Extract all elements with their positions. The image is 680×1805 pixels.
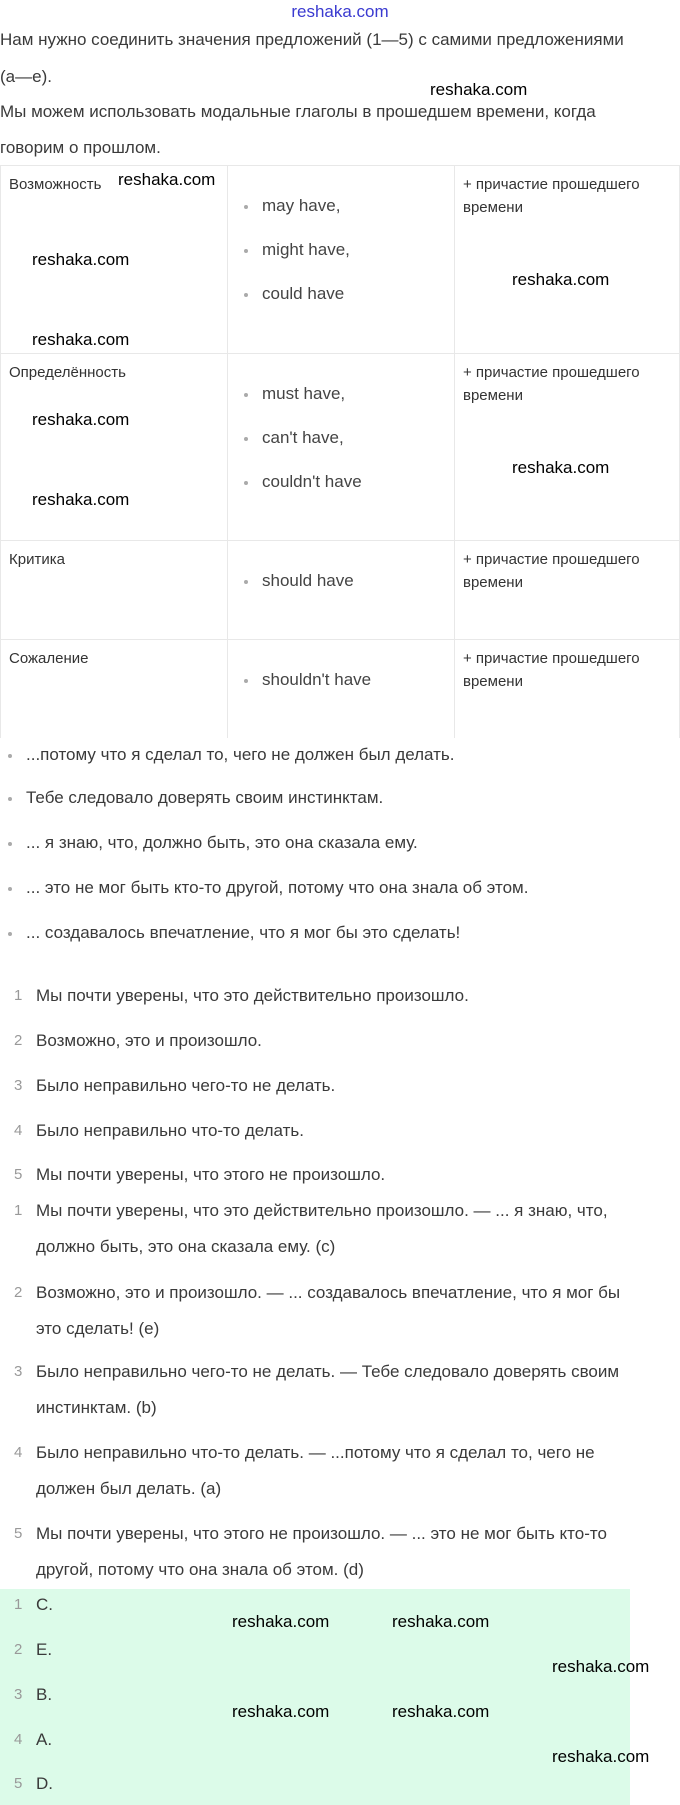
form-text: + причастие прошедшего [463,551,640,568]
sentence-bullet: ... создавалось впечатление, что я мог бы это сделать! [26,923,461,942]
category-cell: Определённость [1,354,228,541]
watermark: reshaka.com [392,1702,490,1721]
answer-text: A. [36,1730,53,1749]
intro-line: (a—e). [0,67,52,86]
intro-line: говорим о прошлом. [0,138,161,157]
watermark: reshaka.com [512,458,610,477]
item-number: 5 [14,1525,23,1542]
watermark: reshaka.com [512,270,610,289]
form-text: + причастие прошедшего [463,364,640,381]
item-number: 4 [14,1444,23,1461]
meaning-text: Мы почти уверены, что это действительно произошло. [36,986,469,1005]
watermark: reshaka.com [118,170,216,189]
form-cell [455,166,680,354]
watermark: reshaka.com [32,490,130,509]
table-row [1,541,680,640]
match-text: Возможно, это и произошло. — ... создавалось впечатление, что я мог бы [36,1283,621,1302]
match-text: Было неправильно чего-то не делать. — Тебе следовало доверять своим [36,1362,620,1381]
site-link[interactable]: reshaka.com [291,2,389,21]
item-number: 5 [14,1166,23,1183]
item-number: 3 [14,1077,23,1094]
item-number: 2 [14,1641,23,1658]
form-text: + причастие прошедшего [463,650,640,667]
watermark: reshaka.com [232,1702,330,1721]
meaning-text: Было неправильно что-то делать. [36,1121,305,1140]
verb-item: should have [262,571,446,591]
meaning-text: Мы почти уверены, что этого не произошло. [36,1165,386,1184]
form-text: + причастие прошедшего [463,176,640,193]
watermark: reshaka.com [552,1657,650,1676]
watermark: reshaka.com [32,410,130,429]
match-text: должно быть, это она сказала ему. (c) [36,1237,336,1256]
match-text: Мы почти уверены, что это действительно произошло. — ... я знаю, что, [36,1201,608,1220]
watermark: reshaka.com [552,1747,650,1766]
match-text: должен был делать. (a) [36,1479,222,1498]
verb-item: can't have, [262,428,446,448]
item-number: 4 [14,1122,23,1139]
meaning-text: Возможно, это и произошло. [36,1031,262,1050]
item-number: 4 [14,1731,23,1748]
intro-line: Мы можем использовать модальные глаголы в прошедшем времени, когда [0,102,596,121]
item-number: 5 [14,1775,23,1792]
verb-item: may have, [262,196,446,216]
verb-item: shouldn't have [262,670,446,690]
form-cell [455,354,680,541]
sentence-bullet: Тебе следовало доверять своим инстинктам. [26,788,384,807]
verb-item: could have [262,284,446,304]
form-text: времени [463,574,523,591]
answer-text: C. [36,1595,53,1614]
form-cell [455,640,680,738]
intro-line: Нам нужно соединить значения предложений (1—5) с самими предложениями [0,30,624,49]
verb-item: couldn't have [262,472,446,492]
sentence-bullet: ... я знаю, что, должно быть, это она сказала ему. [26,833,418,852]
watermark: reshaka.com [32,250,130,269]
verb-item: might have, [262,240,446,260]
item-number: 1 [14,1596,23,1613]
item-number: 2 [14,1284,23,1301]
match-text: другой, потому что она знала об этом. (d) [36,1560,364,1579]
answer-text: B. [36,1685,53,1704]
sentence-bullet: ... это не мог быть кто-то другой, потому что она знала об этом. [26,878,529,897]
watermark: reshaka.com [392,1612,490,1631]
verb-item: must have, [262,384,446,404]
item-number: 3 [14,1686,23,1703]
form-cell [455,541,680,640]
verbs-cell [228,541,455,640]
item-number: 2 [14,1032,23,1049]
sentence-bullet: ...потому что я сделал то, чего не должен был делать. [26,745,455,764]
verbs-cell [228,640,455,738]
watermark: reshaka.com [430,80,528,99]
match-text: это сделать! (e) [36,1319,160,1338]
match-text: Было неправильно что-то делать. — ...потому что я сделал то, чего не [36,1443,595,1462]
match-text: инстинктам. (b) [36,1398,157,1417]
watermark: reshaka.com [32,330,130,349]
form-text: времени [463,673,523,690]
form-text: времени [463,199,523,216]
watermark: reshaka.com [232,1612,330,1631]
item-number: 1 [14,1202,23,1219]
answer-text: E. [36,1640,53,1659]
item-number: 1 [14,987,23,1004]
table-row [1,640,680,738]
item-number: 3 [14,1363,23,1380]
category-cell: Критика [1,541,228,640]
category-cell: Сожаление [1,640,228,738]
verbs-cell [228,166,455,354]
match-text: Мы почти уверены, что этого не произошло. — ... это не мог быть кто-то [36,1524,607,1543]
verbs-cell [228,354,455,541]
category-cell: Возможность [1,166,228,354]
form-text: времени [463,387,523,404]
meaning-text: Было неправильно чего-то не делать. [36,1076,336,1095]
answer-text: D. [36,1774,53,1793]
table-row [1,354,680,541]
